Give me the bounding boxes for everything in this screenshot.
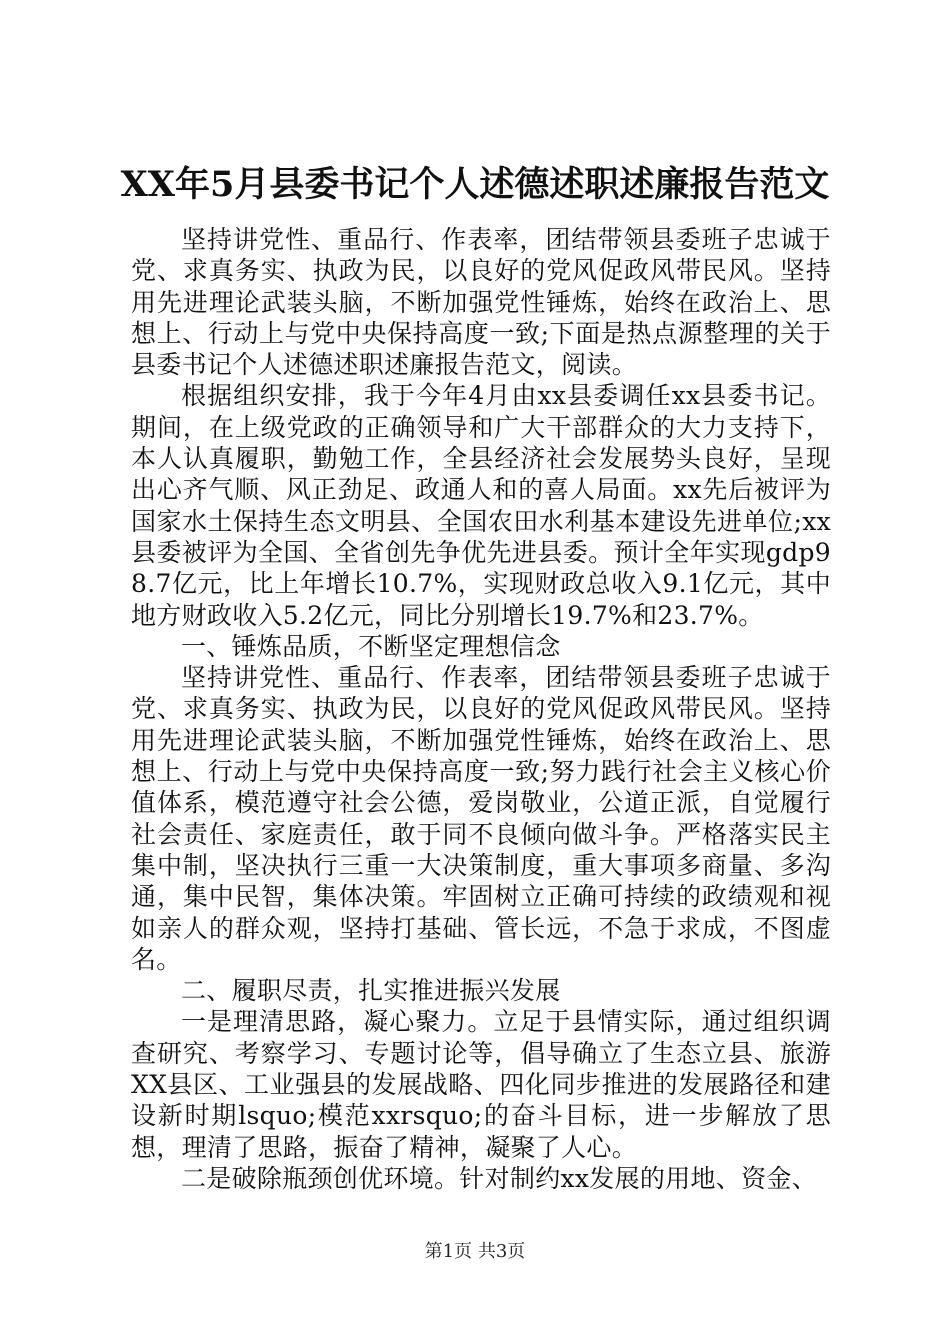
intro-paragraph: 坚持讲党性、重品行、作表率，团结带领县委班子忠诚于党、求真务实、执政为民，以良好的党风促政风带民风。坚持用先进理论武装头脑，不断加强党性锤炼，始终在政治上、思想上、行动上与党中央保持高度一致;下面是热点源整理的关于县委书记个人述德述职述廉报告范文，阅读。 [131, 225, 831, 380]
document-body [131, 224, 831, 1194]
section-heading-2: 二、履职尽责，扎实推进振兴发展 [181, 976, 561, 1006]
section-2-point-1: 一是理清思路，凝心聚力。立足于县情实际，通过组织调查研究、考察学习、专题讨论等，倡导确立了生态立县、旅游XX县区、工业强县的发展战略、四化同步推进的发展路径和建设新时期lsquo;模范xxrsquo;的奋斗目标，进一步解放了思想，理清了思路，振奋了精神，凝聚了人心。 [131, 1007, 831, 1162]
background-paragraph: 根据组织安排，我于今年4月由xx县委调任xx县委书记。期间，在上级党政的正确领导和广大干部群众的大力支持下，本人认真履职，勤勉工作，全县经济社会发展势头良好，呈现出心齐气顺、风正劲足、政通人和的喜人局面。xx先后被评为国家水土保持生态文明县、全国农田水利基本建设先进单位;xx县委被评为全国、全省创先争优先进县委。预计全年实现gdp98.7亿元，比上年增长10.7%，实现财政总收入9.1亿元，其中地方财政收入5.2亿元，同比分别增长19.7%和23.7%。 [131, 381, 831, 630]
page-footer: 第1页 共3页 [424, 1241, 526, 1262]
section-heading-1: 一、锤炼品质，不断坚定理想信念 [181, 631, 561, 661]
section-2-point-2: 二是破除瓶颈创优环境。针对制约xx发展的用地、资金、 [181, 1163, 818, 1193]
document-title: XX年5月县委书记个人述德述职述廉报告范文 [120, 164, 830, 205]
section-1-paragraph: 坚持讲党性、重品行、作表率，团结带领县委班子忠诚于党、求真务实、执政为民，以良好的党风促政风带民风。坚持用先进理论武装头脑，不断加强党性锤炼，始终在政治上、思想上、行动上与党中央保持高度一致;努力践行社会主义核心价值体系，模范遵守社会公德，爱岗敬业，公道正派，自觉履行社会责任、家庭责任，敢于同不良倾向做斗争。严格落实民主集中制，坚决执行三重一大决策制度，重大事项多商量、多沟通，集中民智，集体决策。牢固树立正确可持续的政绩观和视如亲人的群众观，坚持打基础、管长远，不急于求成，不图虚名。 [131, 663, 831, 974]
